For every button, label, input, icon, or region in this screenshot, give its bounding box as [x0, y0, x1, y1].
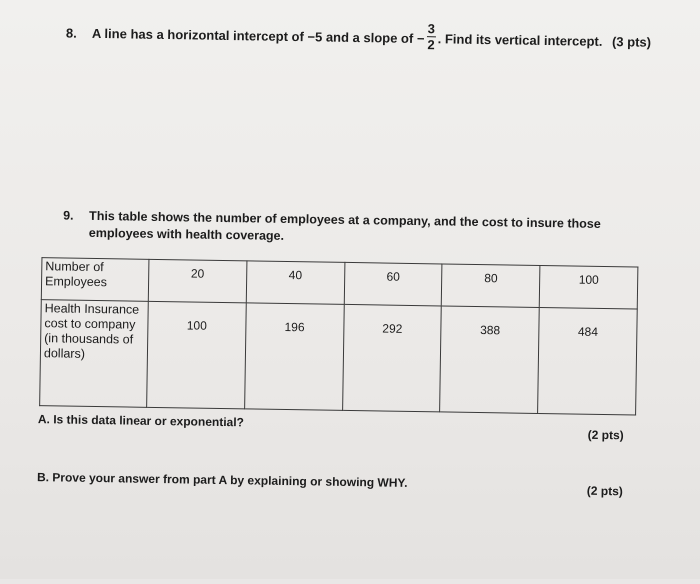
- question-8-number: 8.: [65, 25, 77, 41]
- question-8: [66, 20, 651, 58]
- table-cell: 20: [148, 259, 246, 303]
- table-cell: 60: [344, 262, 442, 306]
- question-9: [63, 207, 623, 250]
- row-label-insurance-cost: Health Insurance cost to company (in thousands of dollars): [40, 300, 149, 408]
- question-9-text: This table shows the number of employees at a company, and the cost to insure those employees with health coverage.: [88, 208, 601, 243]
- table-cell: 388: [440, 306, 539, 414]
- table-cell: 484: [538, 307, 637, 415]
- row-label-employees: Number of Employees: [41, 258, 149, 302]
- question-8-instruction: . Find its vertical intercept.: [437, 31, 603, 49]
- question-8-text: A line has a horizontal intercept of −5 and a slope of −: [91, 25, 425, 47]
- part-a-points: (2 pts): [587, 427, 624, 443]
- part-a-question: A. Is this data linear or exponential?: [37, 412, 245, 430]
- slope-denominator: 2: [427, 37, 435, 53]
- table-cell: 100: [539, 265, 637, 309]
- table-cell: 40: [246, 261, 344, 305]
- employee-cost-table: [39, 257, 638, 415]
- slope-fraction: [426, 22, 436, 51]
- question-9-number: 9.: [63, 208, 74, 223]
- table-cell: 292: [342, 304, 441, 412]
- question-8-points: (3 pts): [611, 34, 652, 50]
- part-b-points: (2 pts): [586, 483, 623, 499]
- table-cell: 196: [244, 303, 343, 411]
- part-b-question: B. Prove your answer from part A by explaining or showing WHY.: [36, 470, 408, 490]
- slope-numerator: 3: [427, 21, 435, 37]
- table-cell: 100: [147, 301, 246, 409]
- table-row: [40, 300, 638, 415]
- table-cell: 80: [442, 264, 540, 308]
